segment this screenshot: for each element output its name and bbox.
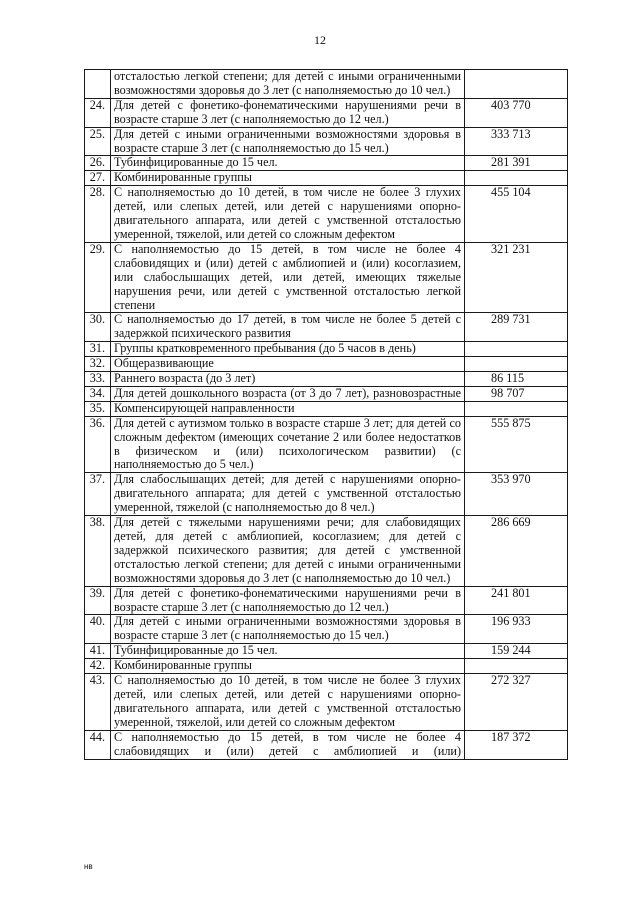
table-row <box>85 242 568 313</box>
table-row <box>85 127 568 156</box>
row-description: Для детей с иными ограниченными возможностями здоровья в возрасте старше 3 лет (с наполняемостью до 15 чел.) <box>111 615 465 644</box>
table-row <box>85 615 568 644</box>
row-number: 36. <box>85 416 111 473</box>
footer-initials: нв <box>84 862 93 871</box>
row-value <box>465 401 568 416</box>
row-description: Компенсирующей направленности <box>111 401 465 416</box>
row-description: С наполняемостью до 15 детей, в том числе не более 4 слабовидящих и (или) детей с амблиопией и (или) <box>111 730 465 759</box>
row-description: Тубинфицированные до 15 чел. <box>111 644 465 659</box>
table-row <box>85 674 568 731</box>
row-value: 333 713 <box>465 127 568 156</box>
table-row <box>85 70 568 99</box>
table-row <box>85 171 568 186</box>
row-description: Комбинированные группы <box>111 171 465 186</box>
row-number: 26. <box>85 156 111 171</box>
row-value <box>465 357 568 372</box>
row-description: Группы кратковременного пребывания (до 5 часов в день) <box>111 342 465 357</box>
table-row <box>85 186 568 243</box>
row-number: 41. <box>85 644 111 659</box>
row-number: 25. <box>85 127 111 156</box>
table-row <box>85 342 568 357</box>
row-value: 159 244 <box>465 644 568 659</box>
row-number: 44. <box>85 730 111 759</box>
row-value: 241 801 <box>465 586 568 615</box>
row-number: 34. <box>85 386 111 401</box>
row-number <box>85 70 111 99</box>
page-number: 12 <box>314 33 326 47</box>
table-row <box>85 98 568 127</box>
row-number: 37. <box>85 473 111 516</box>
table-row <box>85 516 568 587</box>
table-row <box>85 313 568 342</box>
row-description: Комбинированные группы <box>111 659 465 674</box>
row-value: 281 391 <box>465 156 568 171</box>
row-description: отсталостью легкой степени; для детей с иными ограниченными возможностями здоровья до 3 лет (с наполняемостью до 10 чел.) <box>111 70 465 99</box>
row-number: 33. <box>85 372 111 387</box>
row-number: 27. <box>85 171 111 186</box>
row-value: 321 231 <box>465 242 568 313</box>
row-number: 43. <box>85 674 111 731</box>
row-value <box>465 171 568 186</box>
row-description: Для детей с фонетико-фонематическими нарушениями речи в возрасте старше 3 лет (с наполняемостью до 12 чел.) <box>111 586 465 615</box>
table-row <box>85 156 568 171</box>
table-row <box>85 586 568 615</box>
row-description: Для детей с иными ограниченными возможностями здоровья в возрасте старше 3 лет (с наполняемостью до 15 чел.) <box>111 127 465 156</box>
row-number: 32. <box>85 357 111 372</box>
row-description: Для слабослышащих детей; для детей с нарушениями опорно-двигательного аппарата; для детей с умственной отсталостью умеренной, тяжелой (с наполняемостью до 8 чел.) <box>111 473 465 516</box>
table-row <box>85 659 568 674</box>
row-description: Для детей с фонетико-фонематическими нарушениями речи в возрасте старше 3 лет (с наполняемостью до 12 чел.) <box>111 98 465 127</box>
table-row <box>85 372 568 387</box>
row-value: 353 970 <box>465 473 568 516</box>
table-row <box>85 644 568 659</box>
row-value: 196 933 <box>465 615 568 644</box>
row-number: 40. <box>85 615 111 644</box>
table-row <box>85 473 568 516</box>
row-description: С наполняемостью до 10 детей, в том числе не более 3 глухих детей, или слепых детей, или детей с нарушениями опорно-двигательного аппарата, или детей с умственной отсталостью умеренной, тяжелой, или детей со сложным дефектом <box>111 186 465 243</box>
row-value <box>465 659 568 674</box>
row-description: Раннего возраста (до 3 лет) <box>111 372 465 387</box>
row-value: 455 104 <box>465 186 568 243</box>
row-description: Для детей с аутизмом только в возрасте старше 3 лет; для детей со сложным дефектом (имеющих сочетание 2 или более недостатков в физическом и (или) психологическом развитии) (с наполняемостью до 5 чел.) <box>111 416 465 473</box>
row-value: 555 875 <box>465 416 568 473</box>
table-row <box>85 401 568 416</box>
row-number: 28. <box>85 186 111 243</box>
row-description: Общеразвивающие <box>111 357 465 372</box>
row-description: Для детей с тяжелыми нарушениями речи; для слабовидящих детей, для детей с амблиопией, косоглазием; для детей с задержкой психического развития; для детей с умственной отсталостью легкой степени; для детей с иными ограниченными возможностями здоровья до 3 лет (с наполняемостью до 10 чел.) <box>111 516 465 587</box>
table-row <box>85 386 568 401</box>
row-number: 30. <box>85 313 111 342</box>
row-description: Для детей дошкольного возраста (от 3 до 7 лет), разновозрастные <box>111 386 465 401</box>
row-number: 38. <box>85 516 111 587</box>
row-value: 86 115 <box>465 372 568 387</box>
row-number: 29. <box>85 242 111 313</box>
row-number: 39. <box>85 586 111 615</box>
row-number: 35. <box>85 401 111 416</box>
row-number: 42. <box>85 659 111 674</box>
row-description: Тубинфицированные до 15 чел. <box>111 156 465 171</box>
tariff-table <box>84 69 568 760</box>
row-value: 98 707 <box>465 386 568 401</box>
row-value: 289 731 <box>465 313 568 342</box>
row-value: 272 327 <box>465 674 568 731</box>
row-description: С наполняемостью до 15 детей, в том числе не более 4 слабовидящих и (или) детей с амблиопией и (или) косоглазием, или слабослышащих детей, или детей, имеющих тяжелые нарушения речи, или детей с умственной отсталостью легкой степени <box>111 242 465 313</box>
row-value: 286 669 <box>465 516 568 587</box>
row-number: 31. <box>85 342 111 357</box>
table-row <box>85 730 568 759</box>
row-description: С наполняемостью до 10 детей, в том числе не более 3 глухих детей, или слепых детей, или детей с нарушениями опорно-двигательного аппарата, или детей с умственной отсталостью умеренной, тяжелой, или детей со сложным дефектом <box>111 674 465 731</box>
row-value <box>465 342 568 357</box>
row-value: 187 372 <box>465 730 568 759</box>
row-value <box>465 70 568 99</box>
table-row <box>85 416 568 473</box>
row-description: С наполняемостью до 17 детей, в том числе не более 5 детей с задержкой психического развития <box>111 313 465 342</box>
row-value: 403 770 <box>465 98 568 127</box>
row-number: 24. <box>85 98 111 127</box>
table-row <box>85 357 568 372</box>
